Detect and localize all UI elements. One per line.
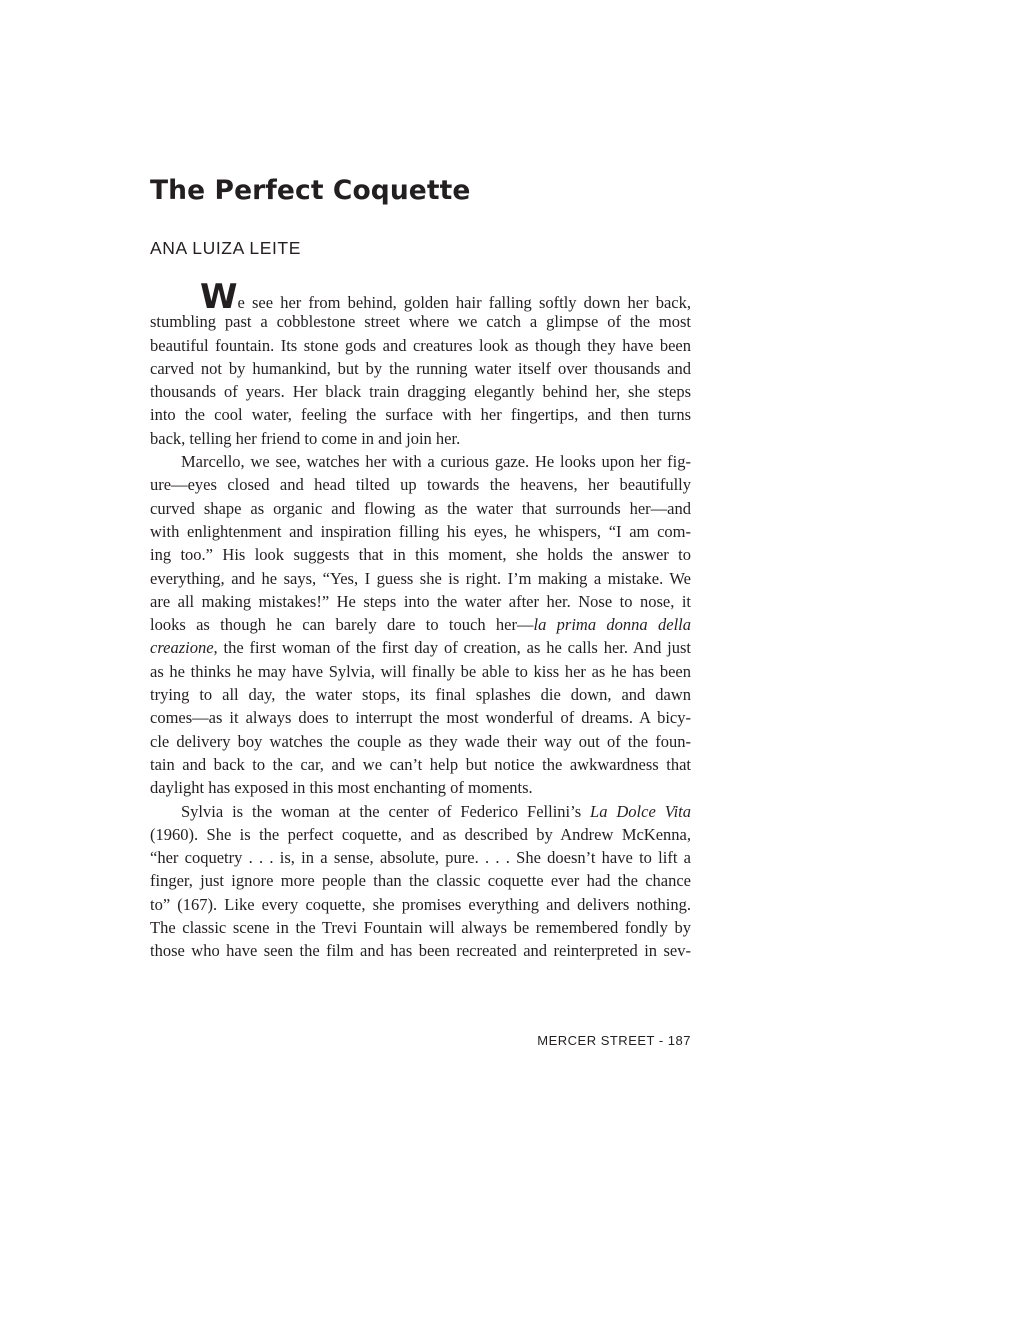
body-line: The classic scene in the Trevi Fountain will always be remembered fondly by <box>150 918 691 938</box>
journal-page <box>150 0 691 1320</box>
body-line: daylight has exposed in this most enchanting of moments. <box>150 778 533 798</box>
body-line <box>150 800 691 823</box>
body-line: are all making mistakes!” He steps into the water after her. Nose to nose, it <box>150 591 691 611</box>
body-line <box>150 636 691 659</box>
body-line: into the cool water, feeling the surface with her fingertips, and then turns <box>150 405 691 425</box>
body-line: tain and back to the car, and we can’t help but notice the awkwardness that <box>150 754 691 774</box>
page-footer-folio: MERCER STREET - 187 <box>537 1033 691 1048</box>
body-line: back, telling her friend to come in and join her. <box>150 428 461 448</box>
body-line: with enlightenment and inspiration filling his eyes, he whispers, “I am com- <box>150 521 691 541</box>
italic-phrase: creazione <box>150 638 214 658</box>
body-line: beautiful fountain. Its stone gods and creatures look as though they have been <box>150 335 691 355</box>
body-line: carved not by humankind, but by the running water itself over thousands and <box>150 358 691 378</box>
film-title: La Dolce Vita <box>590 801 691 821</box>
body-line: trying to all day, the water stops, its final splashes die down, and dawn <box>150 685 691 705</box>
body-line: as he thinks he may have Sylvia, will finally be able to kiss her as he has been <box>150 661 691 681</box>
article-title: The Perfect Coquette <box>150 175 471 206</box>
body-line: “her coquetry . . . is, in a sense, absolute, pure. . . . She doesn’t have to lift a <box>150 848 691 868</box>
line-text: Sylvia is the woman at the center of Federico Fellini’s <box>181 801 591 821</box>
body-line <box>150 613 691 636</box>
body-line: cle delivery boy watches the couple as they wade their way out of the foun- <box>150 731 691 751</box>
body-line: comes—as it always does to interrupt the most wonderful of dreams. A bicy- <box>150 708 691 728</box>
article-author: ANA LUIZA LEITE <box>150 238 301 258</box>
line-text: e see her from behind, golden hair falling softly down her back, <box>237 293 691 312</box>
drop-cap: W <box>200 277 238 317</box>
article-body <box>150 277 692 963</box>
body-line: (1960). She is the perfect coquette, and as described by Andrew McKenna, <box>150 824 691 844</box>
line-text: , the first woman of the first day of creation, as he calls her. And just <box>213 638 691 658</box>
body-line: ure—eyes closed and head tilted up towards the heavens, her beautifully <box>150 475 691 495</box>
body-line: those who have seen the film and has been recreated and reinterpreted in sev- <box>150 941 691 961</box>
body-line: curved shape as organic and flowing as the water that surrounds her—and <box>150 498 691 518</box>
line-text: looks as though he can barely dare to touch her— <box>150 615 534 635</box>
body-line: stumbling past a cobblestone street where we catch a glimpse of the most <box>150 312 691 332</box>
body-line: finger, just ignore more people than the classic coquette ever had the chance <box>150 871 691 891</box>
body-line: to” (167). Like every coquette, she promises everything and delivers nothing. <box>150 894 691 914</box>
body-line: ing too.” His look suggests that in this moment, she holds the answer to <box>150 545 691 565</box>
body-line: everything, and he says, “Yes, I guess she is right. I’m making a mistake. We <box>150 568 691 588</box>
body-line: Marcello, we see, watches her with a curious gaze. He looks upon her fig- <box>181 452 691 472</box>
italic-phrase: la prima donna della <box>533 615 692 635</box>
body-line: thousands of years. Her black train dragging elegantly behind her, she steps <box>150 382 691 402</box>
body-line <box>150 277 691 317</box>
